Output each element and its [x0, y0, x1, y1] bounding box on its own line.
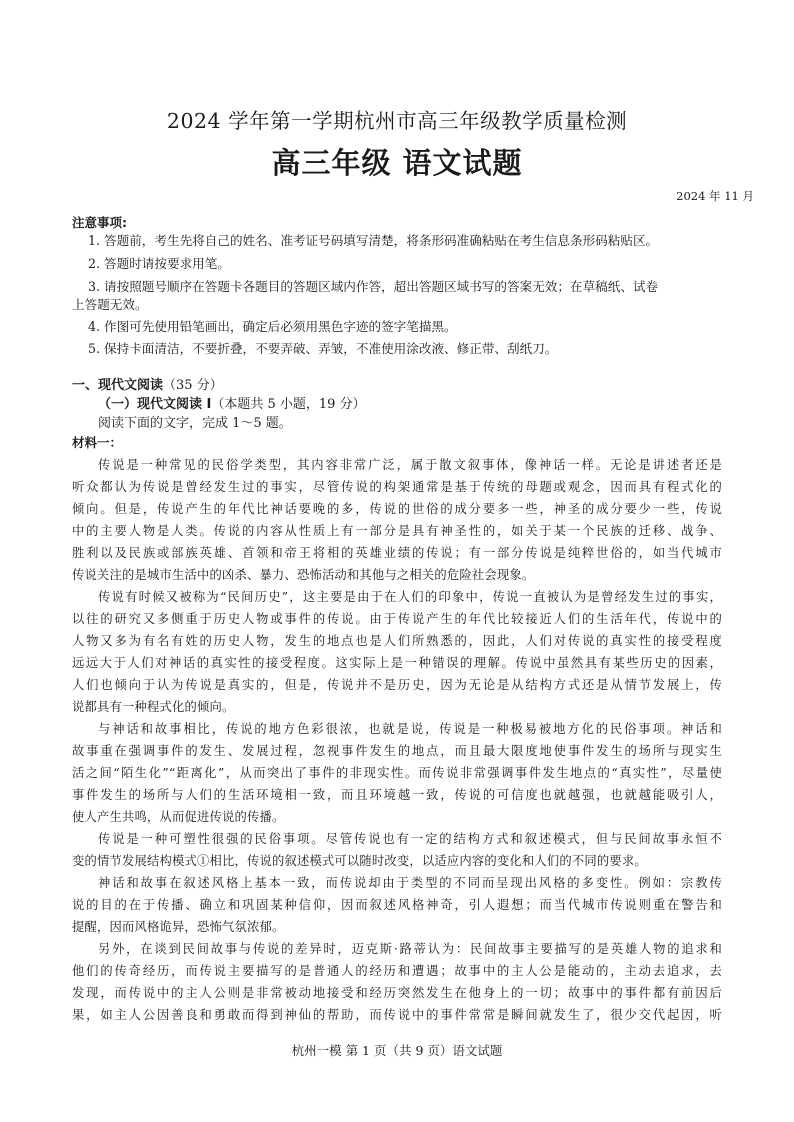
- passage-line: 说的目的在于传播、确立和巩固某种信仰，因而叙述风格神奇，引人遐想；而当代城市传说则重在警告和: [72, 898, 722, 912]
- section-title: 一、现代文阅读: [72, 378, 164, 393]
- notice-item: 上答题无效。: [72, 297, 148, 312]
- passage-line: 传说关注的是城市生活中的凶杀、暴力、恐怖活动和其他与之相关的危险社会现象。: [72, 568, 535, 582]
- notice-item: 5. 保持卡面清洁，不要折叠，不要弄破、弄皱，不准使用涂改液、修正带、刮纸刀。: [88, 341, 558, 356]
- passage-line: 神话和故事在叙述风格上基本一致，而传说却由于类型的不同而呈现出风格的多变性。例如：宗教传: [98, 876, 722, 890]
- subsection-heading: [98, 393, 366, 412]
- subsection-note: （本题共 5 小题，19 分）: [211, 397, 366, 412]
- passage-line: 传说有时候又被称为“民间历史”，这主要是由于在人们的印象中，传说一直被认为是曾经发生过的事实，: [98, 590, 722, 604]
- notice-item: 4. 作图可先使用铅笔画出，确定后必须用黑色字迹的签字笔描黑。: [88, 319, 457, 334]
- subsection-title: （一）现代文阅读 I: [98, 397, 212, 412]
- reading-instruction: 阅读下面的文字，完成 1～5 题。: [98, 416, 292, 431]
- passage-line: 果，如主人公因善良和勇敢而得到神仙的帮助，而传说中的事件常常是瞬间就发生了，很少交代起因，听: [72, 1008, 722, 1022]
- passage-line: 他们的传奇经历，而传说主要描写的是普通人的经历和遭遇；故事中的主人公是能动的，主动去追求，去: [72, 964, 722, 978]
- passage-line: 使人产生共鸣，从而促进传说的传播。: [72, 810, 285, 824]
- passage-line: 说都具有一种程式化的倾向。: [72, 700, 235, 714]
- notice-item: 1. 答题前，考生先将自己的姓名、准考证号码填写清楚，将条形码准确粘贴在考生信息条形码粘贴区。: [88, 233, 659, 248]
- passage-line: 故事重在强调事件的发生、发展过程，忽视事件发生的地点，而且最大限度地使事件发生的场所与现实生: [72, 744, 722, 758]
- passage-line: 中的主要人物是人类。传说的内容从性质上有一部分是具有神圣性的，如关于某一个民族的迁移、战争、: [72, 524, 722, 538]
- passage-line: 以往的研究又多侧重于历史人物或事件的传说。由于传说产生的年代比较接近人们的生活年代，传说中的: [72, 612, 722, 626]
- notice-item: 3. 请按照题号顺序在答题卡各题目的答题区域内作答，超出答题区域书写的答案无效；在草稿纸、试卷: [88, 279, 659, 294]
- passage-line: 提醒，因而风格诡异，恐怖气氛浓郁。: [72, 920, 285, 934]
- section-heading: [72, 374, 223, 393]
- passage-line: 传说是一种可塑性很强的民俗事项。尽管传说也有一定的结构方式和叙述模式，但与民间故事永恒不: [98, 832, 722, 846]
- exam-date: 2024 年 11 月: [676, 189, 754, 203]
- passage-line: 与神话和故事相比，传说的地方色彩很浓，也就是说，传说是一种极易被地方化的民俗事项。神话和: [98, 722, 722, 736]
- material-label: 材料一：: [72, 435, 123, 450]
- passage-line: 变的情节发展结构模式①相比，传说的叙述模式可以随时改变，以适应内容的变化和人们的不同的要求。: [72, 854, 647, 868]
- notice-item: 2. 答题时请按要求用笔。: [88, 256, 230, 271]
- passage-line: 人们也倾向于认为传说是真实的，但是，传说并不是历史，因为无论是从结构方式还是从情节发展上，传: [72, 678, 722, 692]
- exam-subtitle: 高三年级 语文试题: [271, 146, 523, 180]
- passage-line: 发现，而传说中的主人公则是非常被动地接受和经历突然发生在他身上的一切；故事中的事件都有前因后: [72, 986, 722, 1000]
- passage-line: 活之间“陌生化”“距离化”，从而突出了事件的非现实性。而传说非常强调事件发生地点的“真实性”，尽量使: [72, 766, 722, 780]
- passage-line: 胜利以及民族或部族英雄、首领和帝王将相的英雄业绩的传说；有一部分传说是纯粹世俗的，如当代城市: [72, 546, 722, 560]
- page-footer: 杭州一模 第 1 页（共 9 页）语文试题: [291, 1043, 503, 1058]
- passage-line: 传说是一种常见的民俗学类型，其内容非常广泛，属于散文叙事体，像神话一样。无论是讲述者还是: [98, 458, 722, 472]
- passage-line: 另外，在谈到民间故事与传说的差异时，迈克斯·路蒂认为：民间故事主要描写的是英雄人物的追求和: [98, 942, 722, 956]
- passage-line: 倾向。但是，传说产生的年代比神话要晚的多，传说的世俗的成分要多一些，神圣的成分要少一些，传说: [72, 502, 722, 516]
- exam-title: 2024 学年第一学期杭州市高三年级教学质量检测: [166, 109, 628, 133]
- notice-heading: 注意事项:: [72, 215, 127, 230]
- section-points: （35 分）: [163, 378, 223, 393]
- passage-line: 听众都认为传说是曾经发生过的事实，尽管传说的构架通常是基于传统的母题或观念，因而具有程式化的: [72, 480, 722, 494]
- passage-line: 远远大于人们对神话的真实性的接受程度。这实际上是一种错误的理解。传说中虽然具有某些历史的因素，: [72, 656, 722, 670]
- passage-line: 事件发生的场所与人们的生活环境相一致，而且环境越一致，传说的可信度也就越强，也就越能吸引人，: [72, 788, 722, 802]
- passage-line: 人物又多为有名有姓的历史人物，发生的地点也是人们所熟悉的，因此，人们对传说的真实性的接受程度: [72, 634, 722, 648]
